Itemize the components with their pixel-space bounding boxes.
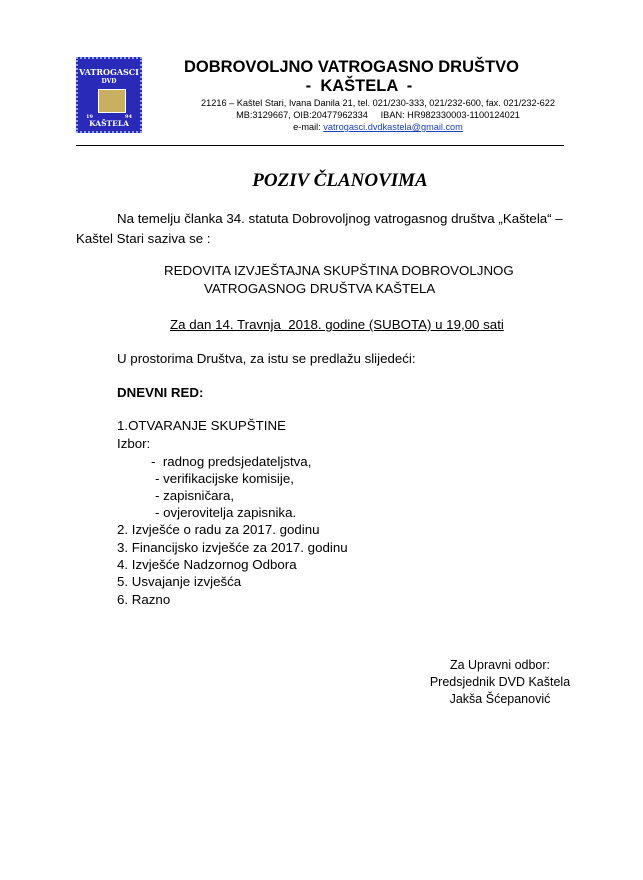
- agenda-item-1: 1.OTVARANJE SKUPŠTINE: [117, 418, 286, 433]
- logo-text-bottom: KAŠTELA: [89, 119, 129, 128]
- agenda-sub-item: - ovjerovitelja zapisnika.: [155, 505, 297, 520]
- address: 21216 – Kaštel Stari, Ivana Danila 21, tel. 021/230-333, 021/232-600, fax. 021/232-622: [201, 98, 555, 108]
- agenda-item: 6. Razno: [117, 592, 171, 607]
- logo-emblem-icon: [98, 89, 126, 113]
- agenda-item: 5. Usvajanje izvješća: [117, 574, 242, 589]
- header-divider: [76, 145, 564, 146]
- agenda-sub-item: - radnog predsjedateljstva,: [151, 454, 312, 469]
- agenda-item: 4. Izvješće Nadzornog Odbora: [117, 557, 297, 572]
- agenda-item: 2. Izvješće o radu za 2017. godinu: [117, 522, 320, 537]
- org-name: DOBROVOLJNO VATROGASNO DRUŠTVO: [184, 58, 519, 76]
- agenda-sub-item: - zapisničara,: [155, 488, 235, 503]
- signature-line-1: Za Upravni odbor:: [449, 658, 551, 672]
- meeting-date: Za dan 14. Travnja 2018. godine (SUBOTA) u 19,00 sati: [170, 317, 504, 332]
- logo-year-left: 19: [86, 114, 93, 120]
- assembly-title-2: VATROGASNOG DRUŠTVA KAŠTELA: [204, 281, 436, 296]
- dvd-logo: [76, 57, 142, 133]
- intro-line-1: Na temelju članka 34. statuta Dobrovoljnog vatrogasnog društva „Kaštela“ –: [117, 211, 563, 226]
- document-title: POZIV ČLANOVIMA: [252, 170, 428, 191]
- agenda-item: 3. Financijsko izvješće za 2017. godinu: [117, 540, 348, 555]
- email-label: e-mail:: [293, 122, 324, 132]
- email-line: [188, 122, 568, 132]
- logo-text-top: VATROGASCI: [79, 67, 139, 77]
- signature-name: Jakša Šćepanović: [449, 692, 551, 706]
- agenda-heading: DNEVNI RED:: [117, 385, 204, 400]
- agenda-izbor: Izbor:: [117, 436, 151, 451]
- logo-text-mid: DVD: [101, 78, 117, 85]
- assembly-title-1: REDOVITA IZVJEŠTAJNA SKUPŠTINA DOBROVOLJNOG: [164, 263, 514, 278]
- intro-line-2: Kaštel Stari saziva se :: [76, 231, 211, 246]
- org-city: - KAŠTELA -: [305, 77, 413, 95]
- location-text: U prostorima Društva, za istu se predlažu slijedeći:: [117, 351, 416, 366]
- logo-year-right: 94: [125, 114, 132, 120]
- registration-ids: MB:3129667, OIB:20477962334 IBAN: HR982330003-1100124021: [236, 110, 520, 120]
- email-link[interactable]: vatrogasci.dvdkastela@gmail.com: [323, 122, 463, 132]
- signature-line-2: Predsjednik DVD Kaštela: [429, 675, 571, 689]
- agenda-sub-item: - verifikacijske komisije,: [155, 471, 294, 486]
